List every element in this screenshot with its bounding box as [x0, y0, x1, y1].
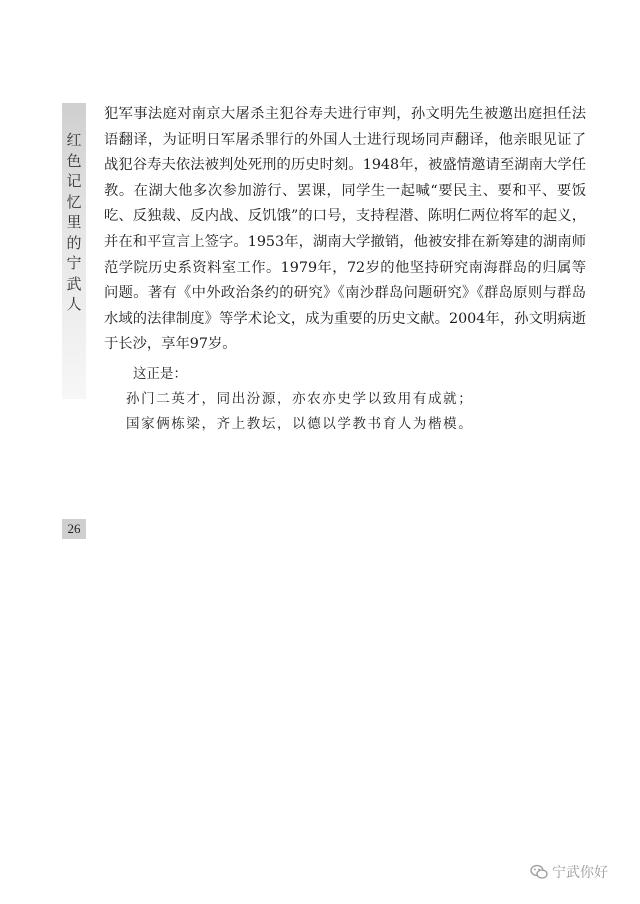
wechat-icon	[530, 864, 548, 880]
intro-line: 这正是：	[133, 366, 187, 382]
page-number: 26	[62, 519, 86, 539]
body-paragraph	[104, 102, 586, 358]
watermark-text: 宁武你好	[552, 865, 608, 881]
paragraph-text: 犯军事法庭对南京大屠杀主犯谷寿夫进行审判，孙文明先生被邀出庭担任法语翻译，为证明日军屠杀罪行的外国人士进行现场同声翻译，他亲眼见证了战犯谷寿夫依法被判处死刑的历史时刻。1948年，被盛情邀请至湖南大学任教。在湖大他多次参加游行、罢课，同学生一起喊“要民主、要和平、要饭吃、反独裁、反内战、反饥饿”的口号，支持程潜、陈明仁两位将军的起义，并在和平宣言上签字。1953年，湖南大学撤销，他被安排在新筹建的湖南师范学院历史系资料室工作。1979年，72岁的他坚持研究南海群岛的归属等问题。著有《中外政治条约的研究》《南沙群岛问题研究》《群岛原则与群岛水域的法律制度》等学术论文，成为重要的历史文献。2004年，孙文明病逝于长沙，享年97岁。	[104, 106, 586, 353]
couplet-line-2: 国家俩栋梁，齐上教坛，以德以学教书育人为楷模。	[126, 416, 474, 432]
couplet-line-1: 孙门二英才，同出汾源，亦农亦史学以致用有成就；	[126, 391, 474, 407]
watermark	[530, 862, 608, 882]
book-title-vertical: 红色记忆里的宁武人	[66, 131, 82, 313]
